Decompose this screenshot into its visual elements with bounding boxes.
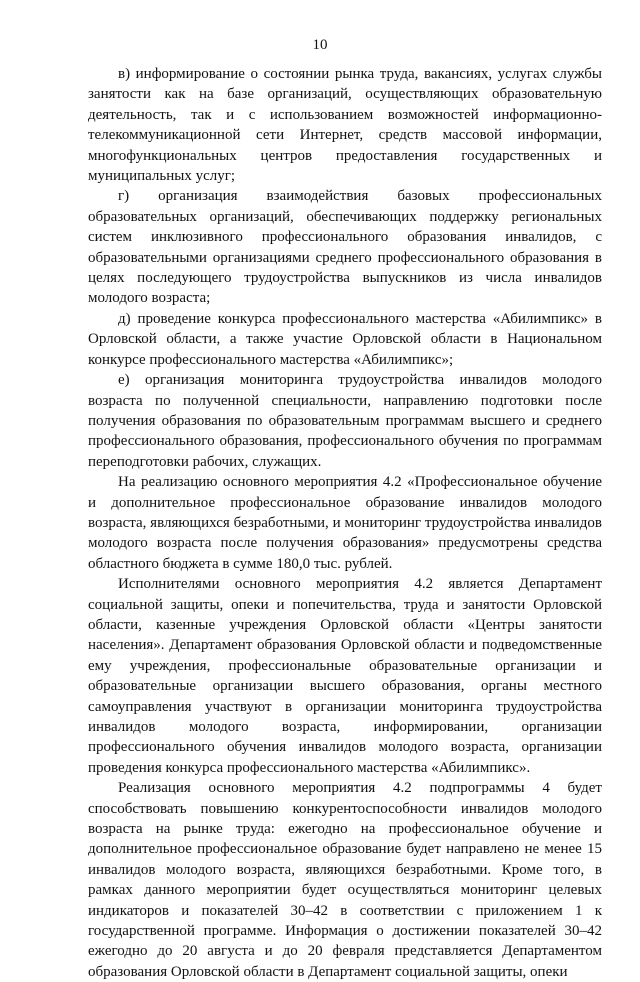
paragraph-item-g: г) организация взаимодействия базовых профессиональных образовательных организаций, обеспечивающих поддержку региональных систем инклюзивного профессионального образования инвалидов, с образовательными организациями среднего профессионального образования в целях последующего трудоустройства выпускников из числа инвалидов молодого возраста;: [88, 188, 602, 307]
paragraph-item-v: в) информирование о состоянии рынка труда, вакансиях, услугах службы занятости как на базе организаций, осуществляющих образовательную деятельность, так и с использованием возможностей информационно-телекоммуникационной сети Интернет, средств массовой информации, многофункциональных центров предоставления государственных и муниципальных услуг;: [88, 66, 602, 185]
paragraph-item-d: д) проведение конкурса профессионального мастерства «Абилимпикс» в Орловской области, а также участие Орловской области в Национальном конкурсе профессионального мастерства «Абилимпикс»;: [88, 310, 602, 368]
page-number: 10: [312, 37, 328, 53]
document-body: [88, 64, 602, 982]
paragraph-item-e: е) организация мониторинга трудоустройства инвалидов молодого возраста по полученной специальности, направлению подготовки после получения образования по образовательным программам высшего и среднего профессионального образования, профессионального обучения по программам переподготовки рабочих, служащих.: [88, 372, 602, 470]
paragraph-funding: На реализацию основного мероприятия 4.2 «Профессиональное обучение и дополнительное профессиональное образование инвалидов молодого возраста, являющихся безработными, и мониторинг трудоустройства инвалидов молодого возраста после получения образования» предусмотрены средства областного бюджета в сумме 180,0 тыс. рублей.: [88, 474, 602, 572]
paragraph-executors: Исполнителями основного мероприятия 4.2 является Департамент социальной защиты, опеки и попечительства, труда и занятости Орловской области, казенные учреждения Орловской области «Центры занятости населения». Департамент образования Орловской области и подведомственные ему учреждения, профессиональные образовательные организации и образовательные организации высшего образования, органы местного самоуправления участвуют в организации мониторинга трудоустройства инвалидов молодого возраста, информировании, организации профессионального обучения инвалидов молодого возраста, организации проведения конкурса профессионального мастерства «Абилимпикс».: [88, 576, 602, 776]
paragraph-implementation: Реализация основного мероприятия 4.2 подпрограммы 4 будет способствовать повышению конкурентоспособности инвалидов молодого возраста на рынке труда: ежегодно на профессиональное обучение и дополнительное профессиональное образование будет направлено не менее 15 инвалидов молодого возраста, являющихся безработными. Кроме того, в рамках данного мероприятии будет осуществляться мониторинг целевых индикаторов и показателей 30–42 в соответствии с приложением 1 к государственной программе. Информация о достижении показателей 30–42 ежегодно до 20 августа и до 20 февраля представляется Департаментом образования Орловской области в Департамент социальной защиты, опеки: [88, 780, 602, 980]
